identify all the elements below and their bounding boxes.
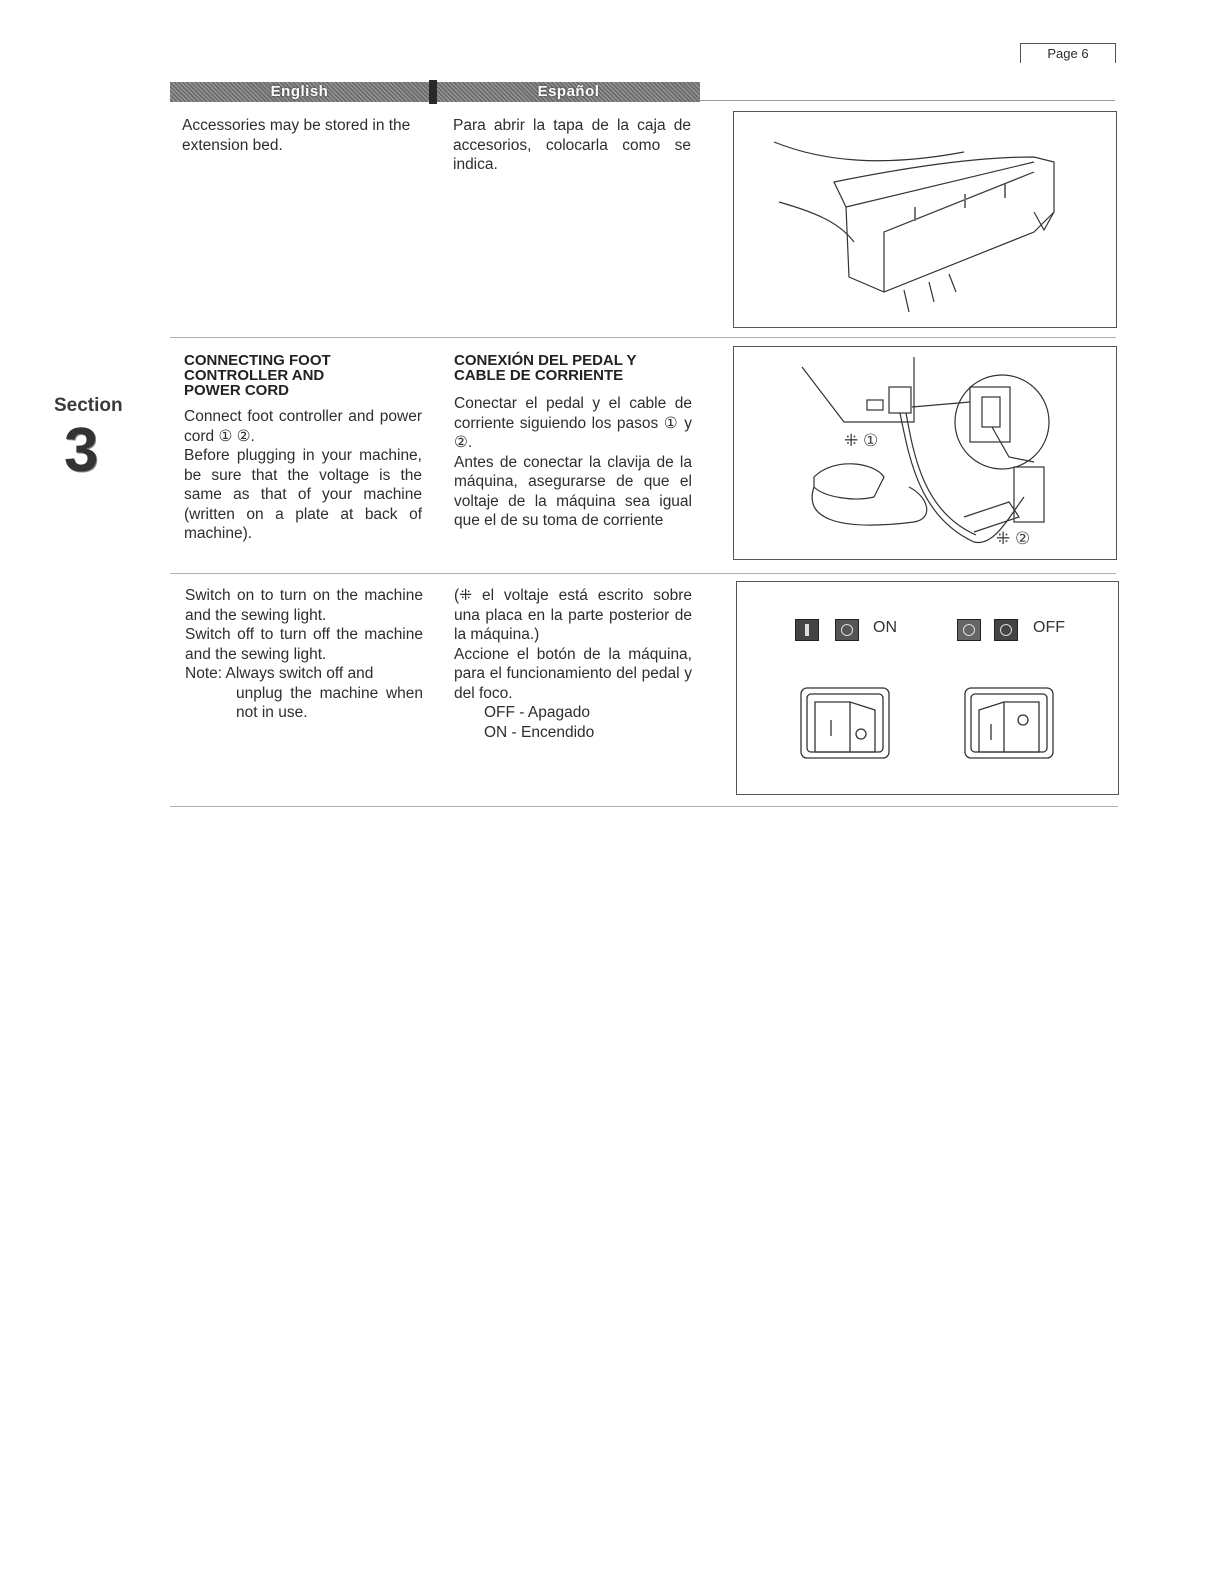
rocker-switch-on-icon — [795, 682, 895, 762]
header-rule — [700, 100, 1115, 101]
section-number: 3 — [64, 416, 99, 485]
block3-spanish-on: ON - Encendido — [484, 723, 595, 741]
section-label: Section — [54, 395, 123, 416]
block3-english-line-1: Switch on to turn on the machine and the sewing light. — [185, 587, 423, 624]
block1-spanish-text: Para abrir la tapa de la caja de accesorios, colocarla como se indica. — [453, 117, 691, 173]
power-switch-figure — [736, 581, 1119, 795]
block3-spanish-off: OFF - Apagado — [484, 704, 590, 721]
block3-english-line-2: Switch off to turn off the machine and the sewing light. — [185, 626, 423, 663]
step-2-mark: ⁜ ② — [996, 529, 1031, 548]
page-number: Page 6 — [1020, 43, 1116, 63]
block2-spanish — [454, 352, 692, 531]
block2-english-title-line1: CONNECTING FOOT — [184, 352, 331, 369]
foot-controller-and-power-cord-illustration — [734, 347, 1116, 559]
switch-off-symbol-icon-3 — [994, 619, 1018, 641]
block3-spanish-line-1: (⁜ el voltaje está escrito sobre una placa en la parte posterior de la máquina.) — [454, 587, 692, 643]
rocker-switch-off-icon — [959, 682, 1059, 762]
extension-bed-figure — [733, 111, 1117, 328]
block2-spanish-title-line1: CONEXIÓN DEL PEDAL Y — [454, 352, 637, 369]
block2-spanish-text-2: Antes de conectar la clavija de la máquina, asegurarse de que el voltaje de la máquina sea igual que el de su toma de corriente — [454, 453, 692, 529]
block2-spanish-text-1: Conectar el pedal y el cable de corriente siguiendo los pasos ① y ②. — [454, 395, 692, 451]
block2-english-title-line2: CONTROLLER AND — [184, 367, 325, 384]
block1-english — [182, 116, 422, 155]
hand-holding-extension-bed-illustration — [734, 112, 1116, 327]
block1-english-text: Accessories may be stored in the extension bed. — [182, 117, 411, 154]
block2-spanish-title-line2: CABLE DE CORRIENTE — [454, 367, 624, 384]
divider-2 — [170, 573, 1116, 574]
block3-english — [185, 586, 423, 723]
power-cord-figure — [733, 346, 1117, 560]
block2-english-title-line3: POWER CORD — [184, 382, 289, 399]
block2-english-text-1: Connect foot controller and power cord ① ②. — [184, 408, 422, 445]
switch-on-symbol-icon — [795, 619, 819, 641]
block2-english-text-2: Before plugging in your machine, be sure that the voltage is the same as that of your machine (written on a plate at back of machine). — [184, 447, 422, 542]
block3-note-rest: unplug the machine when not in use. — [236, 684, 423, 721]
step-1-mark: ⁜ ① — [844, 431, 879, 450]
switch-off-symbol-icon-2 — [957, 619, 981, 641]
spanish-header: Español — [437, 82, 700, 102]
switch-off-symbol-icon — [835, 619, 859, 641]
block1-spanish — [453, 116, 691, 175]
divider-1 — [170, 337, 1116, 338]
block2-english — [184, 352, 422, 544]
block3-note-lead: Note: Always switch off and — [185, 665, 374, 682]
block3-spanish — [454, 586, 692, 742]
divider-3 — [170, 806, 1118, 807]
off-label: OFF — [1033, 619, 1065, 636]
english-header: English — [170, 82, 429, 102]
header-separator — [429, 80, 437, 104]
block3-spanish-line-2: Accione el botón de la máquina, para el funcionamiento del pedal y del foco. — [454, 645, 692, 702]
on-label: ON — [873, 619, 897, 636]
